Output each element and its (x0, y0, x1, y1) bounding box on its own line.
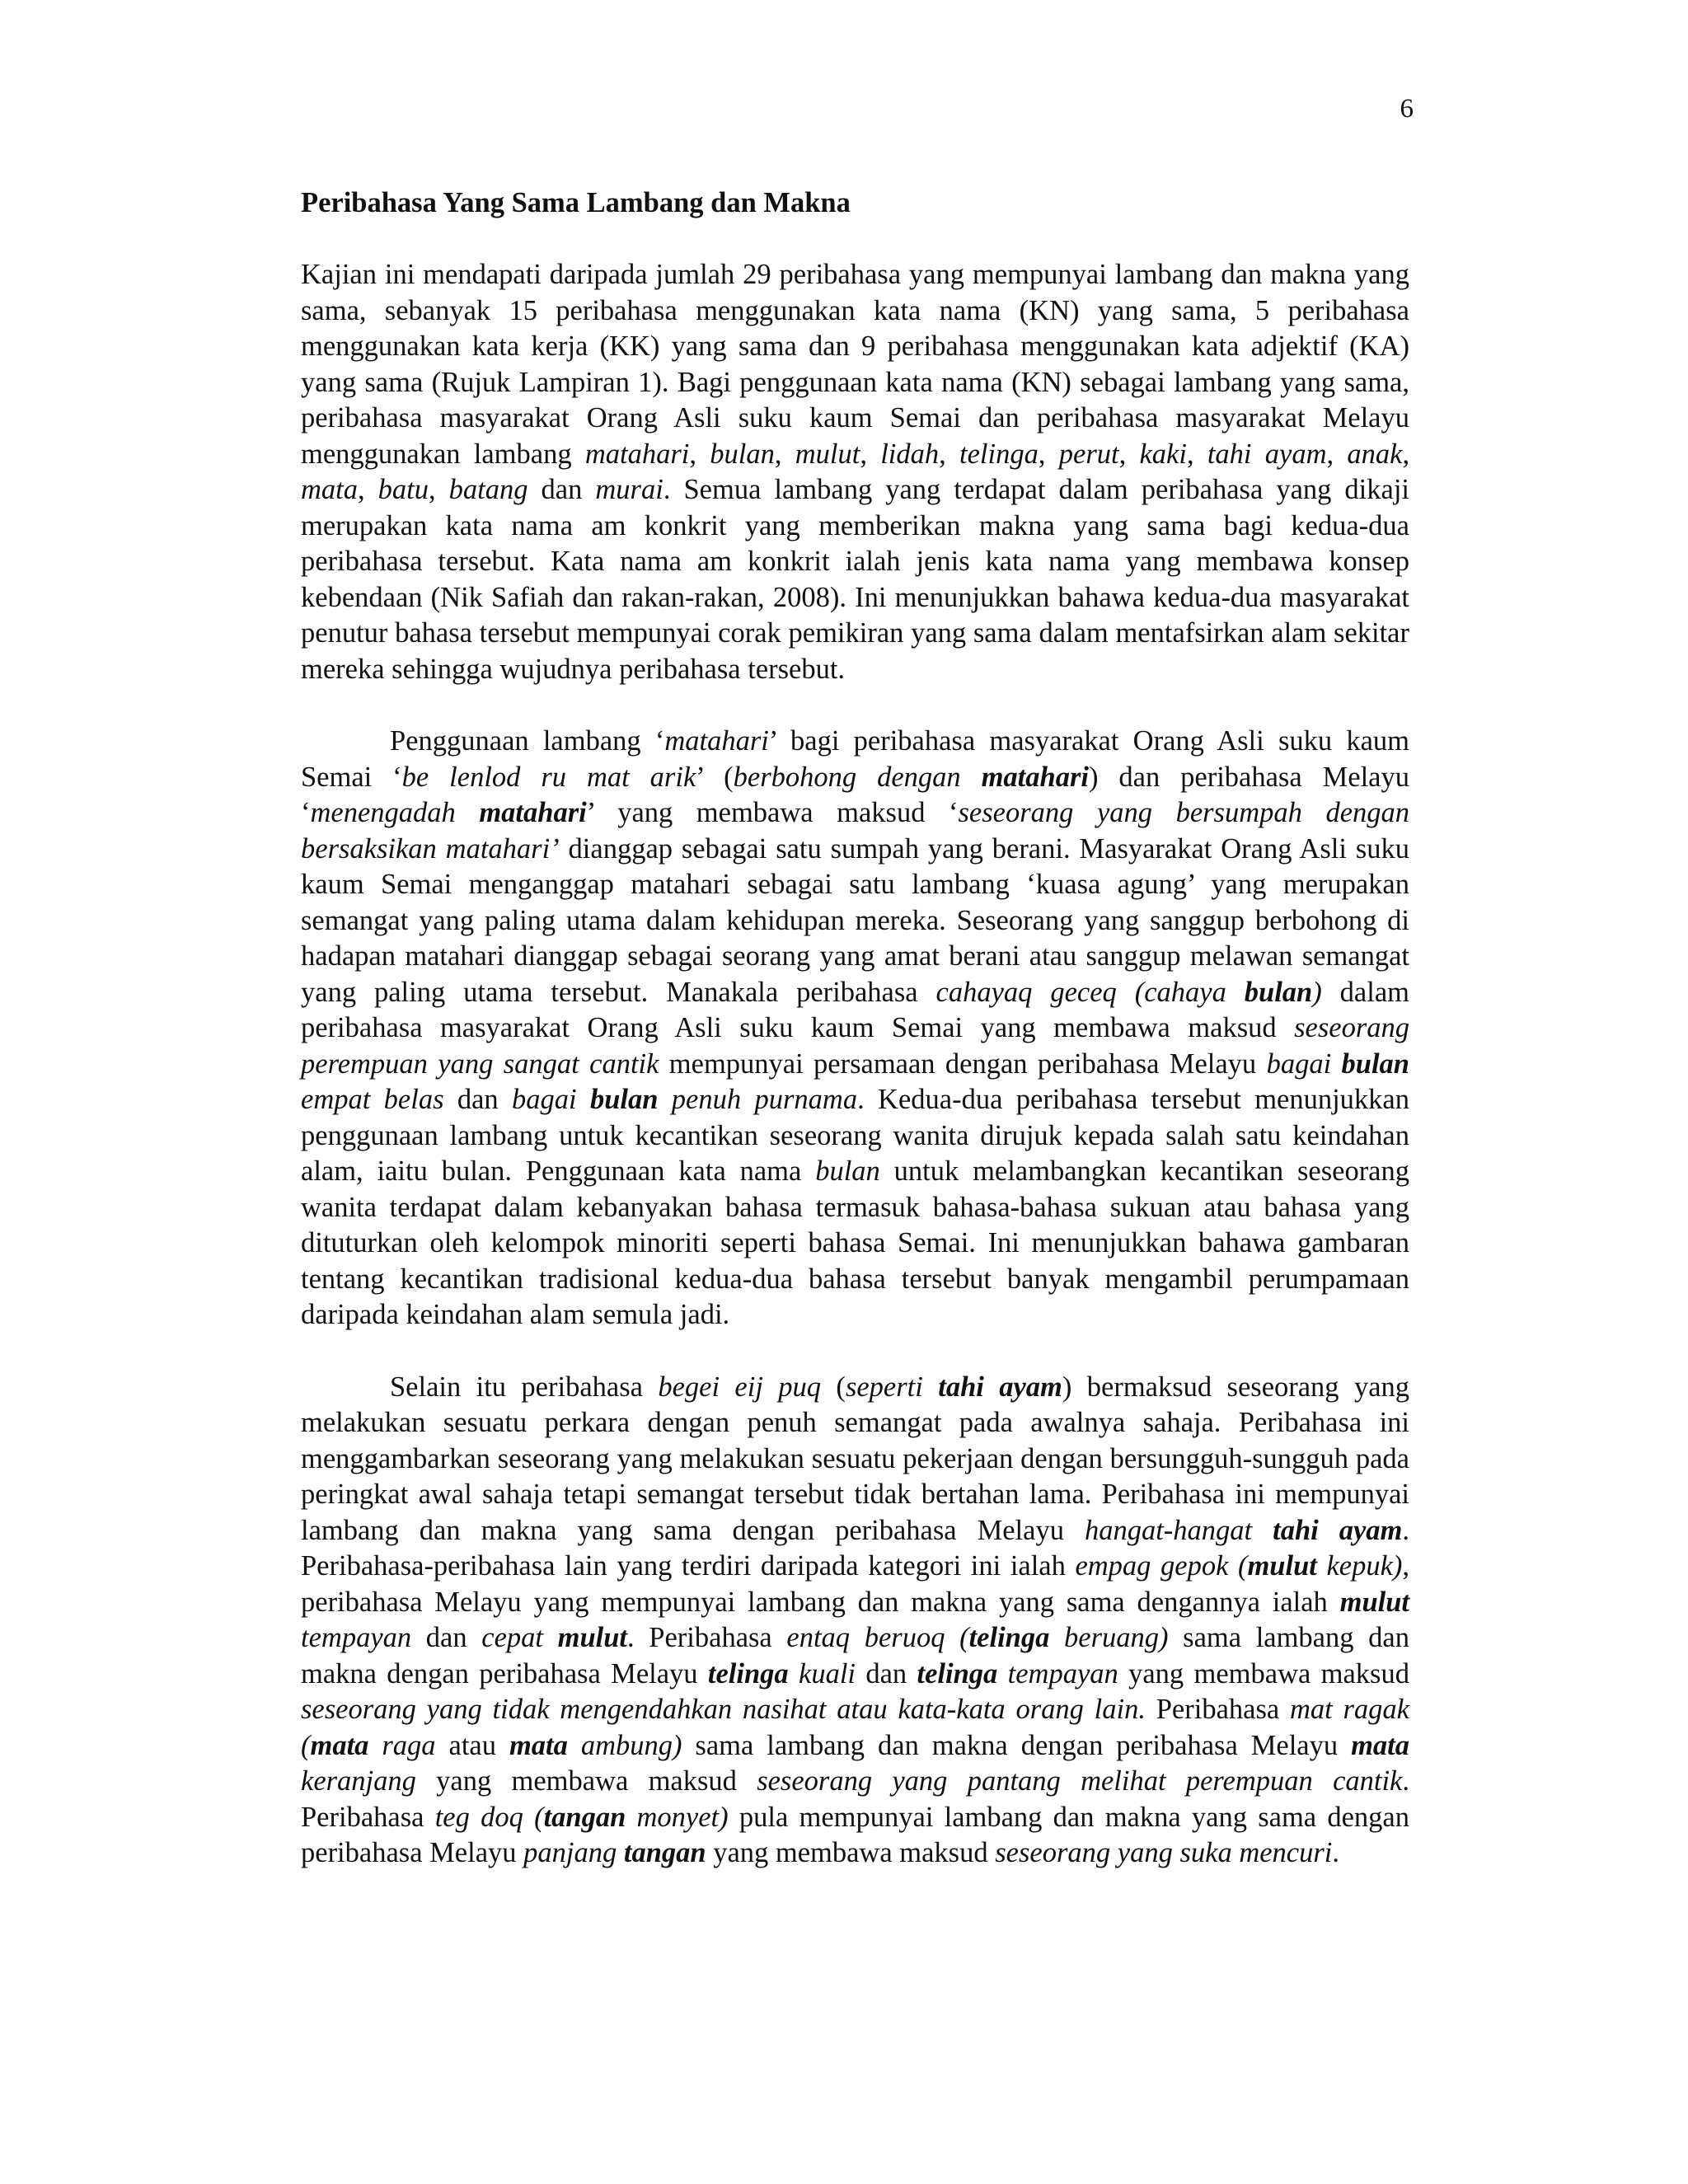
text-run: telinga (959, 438, 1039, 470)
text-run: , (1038, 438, 1059, 470)
text-run: Kajian ini mendapati daripada jumlah 29 peribahasa yang mempunyai lambang dan makna yang sama, sebanyak 15 peribahasa menggunakan kata nama (KN) yang sama, 5 peribahasa menggunakan kata kerja (KK) yang sama dan 9 peribahasa menggunakan kata adjektif (KA) yang sama (Rujuk Lampiran 1). Bagi penggunaan kata nama (KN) sebagai lambang yang sama, peribahasa masyarakat Orang Asli suku kaum Semai dan peribahasa masyarakat Melayu menggunakan lambang (301, 259, 1409, 470)
text-run: mata (310, 1729, 369, 1761)
text-run: bulan (1244, 976, 1313, 1008)
text-run: , (860, 438, 881, 470)
text-run: raga (368, 1729, 436, 1761)
text-run: matahari (981, 761, 1089, 793)
text-run: . (1332, 1837, 1340, 1868)
text-run: kepuk) (1316, 1550, 1403, 1582)
text-run: matahari (664, 725, 769, 757)
text-run: . Peribahasa (627, 1622, 787, 1653)
text-run: dan (528, 474, 596, 505)
text-run: empag gepok ( (1075, 1550, 1248, 1582)
text-run: ) bermaksud seseorang yang melakukan sesuatu perkara dengan penuh semangat pada awalnya sahaja. Peribahasa ini menggambarkan seseorang yang melakukan sesuatu pekerjaan dengan bersungguh-sungguh pada peringkat awal sahaja tetapi semangat tersebut tidak bertahan lama. Peribahasa ini mempunyai lambang dan makna yang sama dengan peribahasa Melayu (301, 1371, 1410, 1546)
text-run: , (1118, 438, 1140, 470)
text-run: batu (377, 474, 429, 505)
text-run: mata (1351, 1729, 1409, 1761)
text-run: bagai (1266, 1047, 1342, 1080)
text-run: dan (411, 1622, 482, 1653)
text-run: menengadah (310, 797, 480, 828)
text-run: matahari (584, 438, 690, 470)
text-run: , (1402, 438, 1410, 470)
text-run: , (1326, 438, 1348, 470)
text-run: bulan (589, 1084, 659, 1115)
text-run: sama lambang dan makna dengan peribahasa Melayu (301, 1622, 1409, 1690)
text-run: cahayaq geceq (cahaya (935, 976, 1245, 1008)
text-run: , peribahasa Melayu yang mempunyai lambang dan makna yang sama dengannya ialah (301, 1550, 1409, 1618)
text-run: bulan (815, 1155, 880, 1187)
text-run: tangan (543, 1801, 626, 1833)
paragraph-list (301, 257, 1409, 1872)
text-run: mempunyai persamaan dengan peribahasa Melayu (659, 1047, 1267, 1080)
text-run: ambung) (567, 1729, 682, 1761)
text-run: berbohong dengan (733, 761, 982, 793)
text-run: Peribahasa (1145, 1694, 1290, 1725)
body-paragraph (301, 724, 1409, 1333)
text-run: ’ bagi peribahasa masyarakat Orang Asli suku kaum Semai ‘ (301, 725, 1409, 793)
text-run: tahi ayam (1273, 1514, 1403, 1546)
text-run: beruang) (1049, 1622, 1169, 1653)
text-run: , (689, 438, 710, 470)
text-run: ’ yang membawa maksud ‘ (586, 797, 959, 828)
text-run: tempayan (997, 1657, 1118, 1690)
body-paragraph (301, 1370, 1409, 1872)
page-number: 6 (1400, 94, 1414, 124)
text-run: mulut (557, 1622, 628, 1653)
text-run: dianggap sebagai satu sumpah yang berani. Masyarakat Orang Asli suku kaum Semai menganggap matahari sebagai satu lambang ‘kuasa agung’ yang merupakan semangat yang paling utama dalam kehidupan mereka. Seseorang yang sanggup berbohong di hadapan matahari dianggap sebagai seorang yang amat berani atau sanggup melawan semangat yang paling utama tersebut. Manakala peribahasa (301, 832, 1409, 1008)
text-run: Selain itu peribahasa (390, 1371, 659, 1403)
text-run: bulan (1341, 1047, 1409, 1080)
text-run: batang (448, 474, 528, 505)
text-run: ’ ( (696, 761, 734, 793)
text-run: atau (435, 1729, 509, 1761)
text-run: kaki (1139, 438, 1187, 470)
text-run: yang membawa maksud (706, 1837, 996, 1868)
text-run: untuk melambangkan kecantikan seseorang wanita terdapat dalam kebanyakan bahasa termasuk bahasa-bahasa sukuan atau bahasa yang dituturkan oleh kelompok minoriti seperti bahasa Semai. Ini menunjukkan bahawa gambaran tentang kecantikan tradisional kedua-dua bahasa tersebut banyak mengambil perumpamaan daripada keindahan alam semula jadi. (301, 1155, 1409, 1330)
text-run: empat belas (301, 1084, 444, 1115)
text-run: seseorang yang tidak mengendahkan nasihat atau kata-kata orang lain. (301, 1694, 1146, 1725)
text-run: telinga (917, 1657, 998, 1690)
text-run: murai (595, 474, 663, 505)
body-paragraph (301, 257, 1409, 687)
text-run: tahi ayam (1207, 438, 1327, 470)
text-run: ( (821, 1371, 846, 1403)
text-run: hangat-hangat (1084, 1514, 1273, 1546)
text-run: keranjang (301, 1765, 416, 1797)
text-run: telinga (707, 1657, 789, 1690)
text-run: telinga (968, 1622, 1050, 1653)
text-run: ) dan peribahasa Melayu ‘ (301, 761, 1409, 828)
section-heading: Peribahasa Yang Sama Lambang dan Makna (301, 187, 851, 218)
text-run: , (939, 438, 960, 470)
text-run: dalam peribahasa masyarakat Orang Asli suku kaum Semai yang membawa maksud (301, 976, 1409, 1043)
text-run: mulut (795, 438, 860, 470)
text-run: matahari (479, 797, 587, 828)
text-run: tahi ayam (938, 1371, 1062, 1403)
text-run: ) (1312, 976, 1322, 1008)
text-run: begei eij puq (658, 1371, 822, 1403)
text-run: mata (509, 1729, 568, 1761)
text-run: bagai (512, 1084, 590, 1115)
text-run: seseorang yang bersumpah dengan bersaksikan matahari’ (301, 797, 1410, 865)
text-run: . Peribahasa-peribahasa lain yang terdiri daripada kategori ini ialah (301, 1514, 1409, 1582)
text-run: bulan (710, 438, 775, 470)
text-run: , (774, 438, 795, 470)
document-body (301, 185, 1409, 1872)
text-run: mulut (1247, 1550, 1317, 1582)
text-run: tempayan (301, 1622, 412, 1653)
text-run: , (358, 474, 378, 505)
text-run: dan (856, 1657, 917, 1690)
text-run: panjang (523, 1837, 624, 1868)
text-run: sama lambang dan makna dengan peribahasa Melayu (682, 1729, 1352, 1761)
text-run: . Peribahasa (301, 1765, 1409, 1833)
text-run: be lenlod ru mat arik (401, 761, 696, 793)
text-run: penuh purnama (658, 1084, 858, 1115)
text-run: teg doq ( (434, 1801, 544, 1833)
text-run: , (429, 474, 449, 505)
text-run: . Semua lambang yang terdapat dalam peribahasa yang dikaji merupakan kata nama am konkrit yang memberikan makna yang sama bagi kedua-dua peribahasa tersebut. Kata nama am konkrit ialah jenis kata nama yang membawa konsep kebendaan (Nik Safiah dan rakan-rakan, 2008). Ini menunjukkan bahawa kedua-dua masyarakat penutur bahasa tersebut mempunyai corak pemikiran yang sama dalam mentafsirkan alam sekitar mereka sehingga wujudnya peribahasa tersebut. (301, 474, 1409, 685)
text-run: seperti (845, 1371, 939, 1403)
text-run: kuali (788, 1657, 856, 1690)
text-run: lidah (880, 438, 940, 470)
text-run: anak (1347, 438, 1403, 470)
text-run: pula mempunyai lambang dan makna yang sama dengan peribahasa Melayu (301, 1801, 1409, 1868)
text-run: tangan (623, 1837, 706, 1868)
text-run: seseorang yang suka mencuri (995, 1837, 1333, 1868)
text-run: yang membawa maksud (1118, 1657, 1409, 1690)
text-run: , (1186, 438, 1207, 470)
text-run: dan (443, 1084, 513, 1115)
text-run: seseorang yang pantang melihat perempuan cantik (757, 1765, 1403, 1797)
text-run: . Kedua-dua peribahasa tersebut menunjukkan penggunaan lambang untuk kecantikan seseorang wanita dirujuk kepada salah satu keindahan alam, iaitu bulan. Penggunaan kata nama (301, 1084, 1409, 1187)
text-run: mat ragak ( (301, 1694, 1409, 1761)
text-run: cepat (481, 1622, 558, 1653)
text-run: monyet) (626, 1801, 729, 1833)
text-run: perut (1058, 438, 1119, 470)
text-run: yang membawa maksud (415, 1765, 757, 1797)
text-run: entaq beruoq ( (786, 1622, 969, 1653)
text-run: seseorang perempuan yang sangat cantik (301, 1012, 1409, 1080)
text-run: Penggunaan lambang ‘ (390, 725, 665, 757)
text-run: mulut (1339, 1586, 1409, 1618)
text-run: mata (301, 474, 358, 505)
